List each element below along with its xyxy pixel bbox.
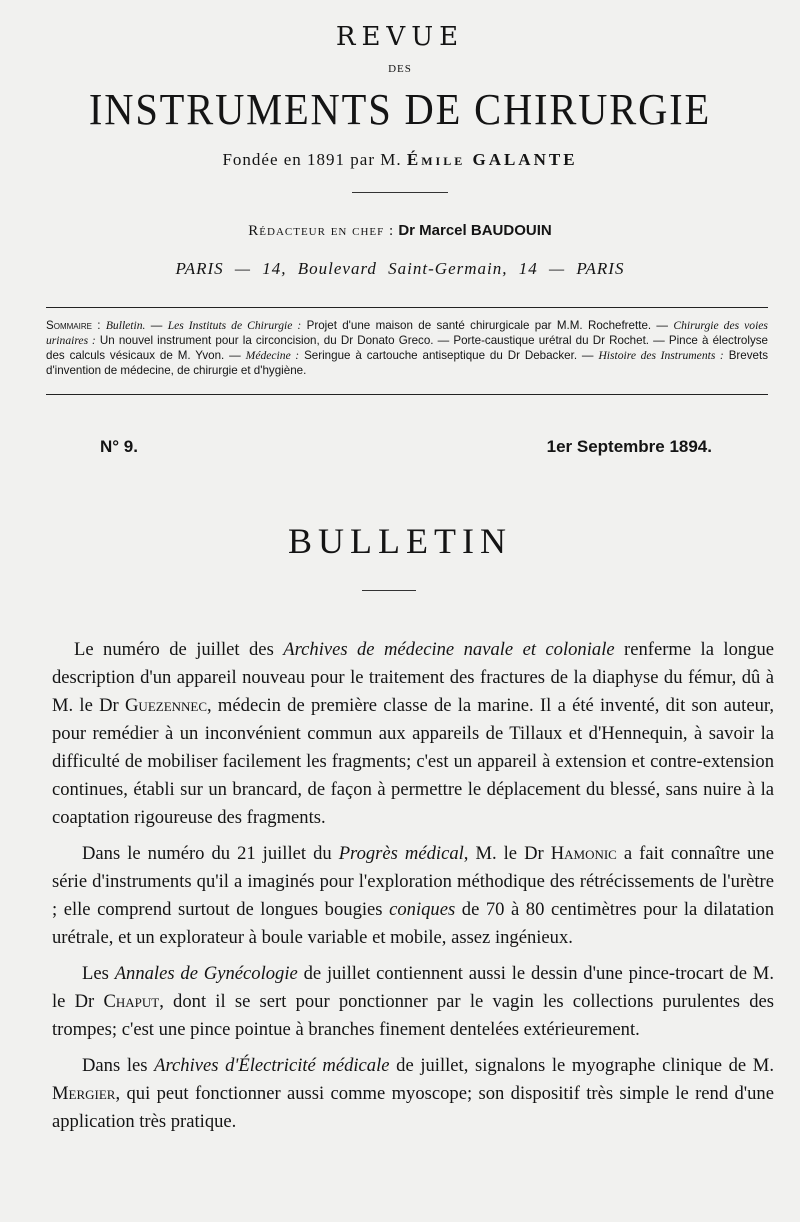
author-guezennec: Guezennec (125, 695, 208, 716)
paragraph-4: Dans les Archives d'Électricité médicale de juillet, signalons le myographe clinique de M. Mergier, qui peut fonctionner aussi comme myoscope; son dispositif très simple le rend d'une application très pratique. (52, 1055, 774, 1132)
toc-text-histoire: Brevets d'invention de médecine, de chirurgie et d'hygiène. (46, 349, 768, 377)
journal-ref-annales-gynecologie: Annales de Gynécologie (114, 963, 298, 984)
author-mergier: Mergier (52, 1083, 116, 1104)
issue-line (100, 437, 712, 457)
toc-text-medecine: Seringue à cartouche antiseptique du Dr Debacker. — (304, 349, 594, 362)
journal-ref-progres-medical: Progrès médical (338, 843, 464, 864)
toc-section-voies-urinaires: Chirurgie des voies urinaires : (46, 319, 768, 347)
toc-text-voies-urinaires: Un nouvel instrument pour la circoncision, du Dr Donato Greco. — Porte-caustique urétral du Dr Rochet. — Pince à électrolyse des calculs vésicaux de M. Yvon. — (46, 334, 769, 362)
sommaire-bottom-rule (46, 394, 768, 395)
author-hamonic: Hamonic (550, 843, 617, 864)
issue-date: 1er Septembre 1894. (546, 437, 712, 456)
sommaire-top-rule (46, 307, 768, 308)
founder-name: Émile GALANTE (406, 150, 578, 169)
paragraph-3: Les Annales de Gynécologie de juillet contiennent aussi le dessin d'une pince-trocart de M. le Dr Chaput, dont il se sert pour ponctionner par le vagin les collections purulentes des trompes; c'est une pince pointue à branches finement dentelées extérieurement. (52, 963, 775, 1040)
editor-label: Rédacteur en chef : (248, 223, 395, 239)
founded-prefix: Fondée en 1891 par M. (222, 150, 402, 169)
founded-line (0, 150, 800, 170)
journal-name-des: DES (388, 63, 412, 75)
sommaire-label: Sommaire : (46, 319, 101, 332)
toc-text-instituts: Projet d'une maison de santé chirurgicale par M.M. Rochefrette. — (306, 319, 669, 332)
paragraph-1: Le numéro de juillet des Archives de médecine navale et coloniale renferme la longue description d'un appareil nouveau pour le traitement des fractures de la diaphyse du fémur, dû à M. le Dr Guezennec, médecin de première classe de la marine. Il a été inventé, dit son auteur, pour remédier à un inconvénient commun aux appareils de Tillaux et d'Hennequin, à savoir la difficulté de mobiliser facilement les fragments; c'est un appareil à extension et contre-extension continues, établi sur un brancard, de façon à permettre le déplacement du blessé, sans nuire à la coaptation rigoureuse des fragments. (52, 639, 775, 828)
author-chaput: Chaput (103, 991, 160, 1012)
toc-bulletin: Bulletin. (105, 319, 146, 332)
issue-number: N° 9. (100, 437, 138, 456)
toc-section-instituts: Les Instituts de Chirurgie : (167, 319, 302, 332)
bulletin-divider (362, 590, 416, 591)
journal-title: INSTRUMENTS DE CHIRURGIE (88, 85, 712, 134)
table-of-contents: Sommaire : Bulletin. — Les Instituts de Chirurgie : Projet d'une maison de santé chirurgicale par M.M. Rochefrette. — Chirurgie des voies urinaires : Un nouvel instrument pour la circoncision, du Dr Donato Greco. — Porte-caustique urétral du Dr Rochet. — Pince à électrolyse des calculs vésicaux de M. Yvon. — Médecine : Seringue à cartouche antiseptique du Dr Debacker. — Histoire des Instruments : Brevets d'invention de médecine, de chirurgie et d'hygiène. (46, 319, 769, 377)
bulletin-heading: BULLETIN (288, 521, 512, 561)
paragraph-2: Dans le numéro du 21 juillet du Progrès médical, M. le Dr Hamonic a fait connaître une série d'instruments qu'il a imaginés pour l'exploration méthodique des rétrécissements de l'urètre ; elle comprend surtout de longues bougies coniques de 70 à 80 centimètres pour la dilatation urétrale, et un explorateur à boule variable et mobile, assez ingénieux. (52, 843, 775, 948)
bulletin-body (52, 636, 774, 1144)
journal-ref-archives-medecine-navale: Archives de médecine navale et coloniale (283, 639, 615, 660)
toc-section-histoire: Histoire des Instruments : (598, 349, 724, 362)
toc-section-medecine: Médecine : (245, 349, 300, 362)
editor-line (0, 222, 800, 240)
editor-name: Dr Marcel BAUDOUIN (398, 222, 552, 239)
journal-ref-archives-electricite: Archives d'Électricité médicale (154, 1055, 390, 1076)
journal-name-revue: REVUE (335, 22, 465, 52)
title-divider (352, 192, 448, 193)
address-line: PARIS — 14, Boulevard Saint-Germain, 14 — PARIS (175, 259, 625, 278)
